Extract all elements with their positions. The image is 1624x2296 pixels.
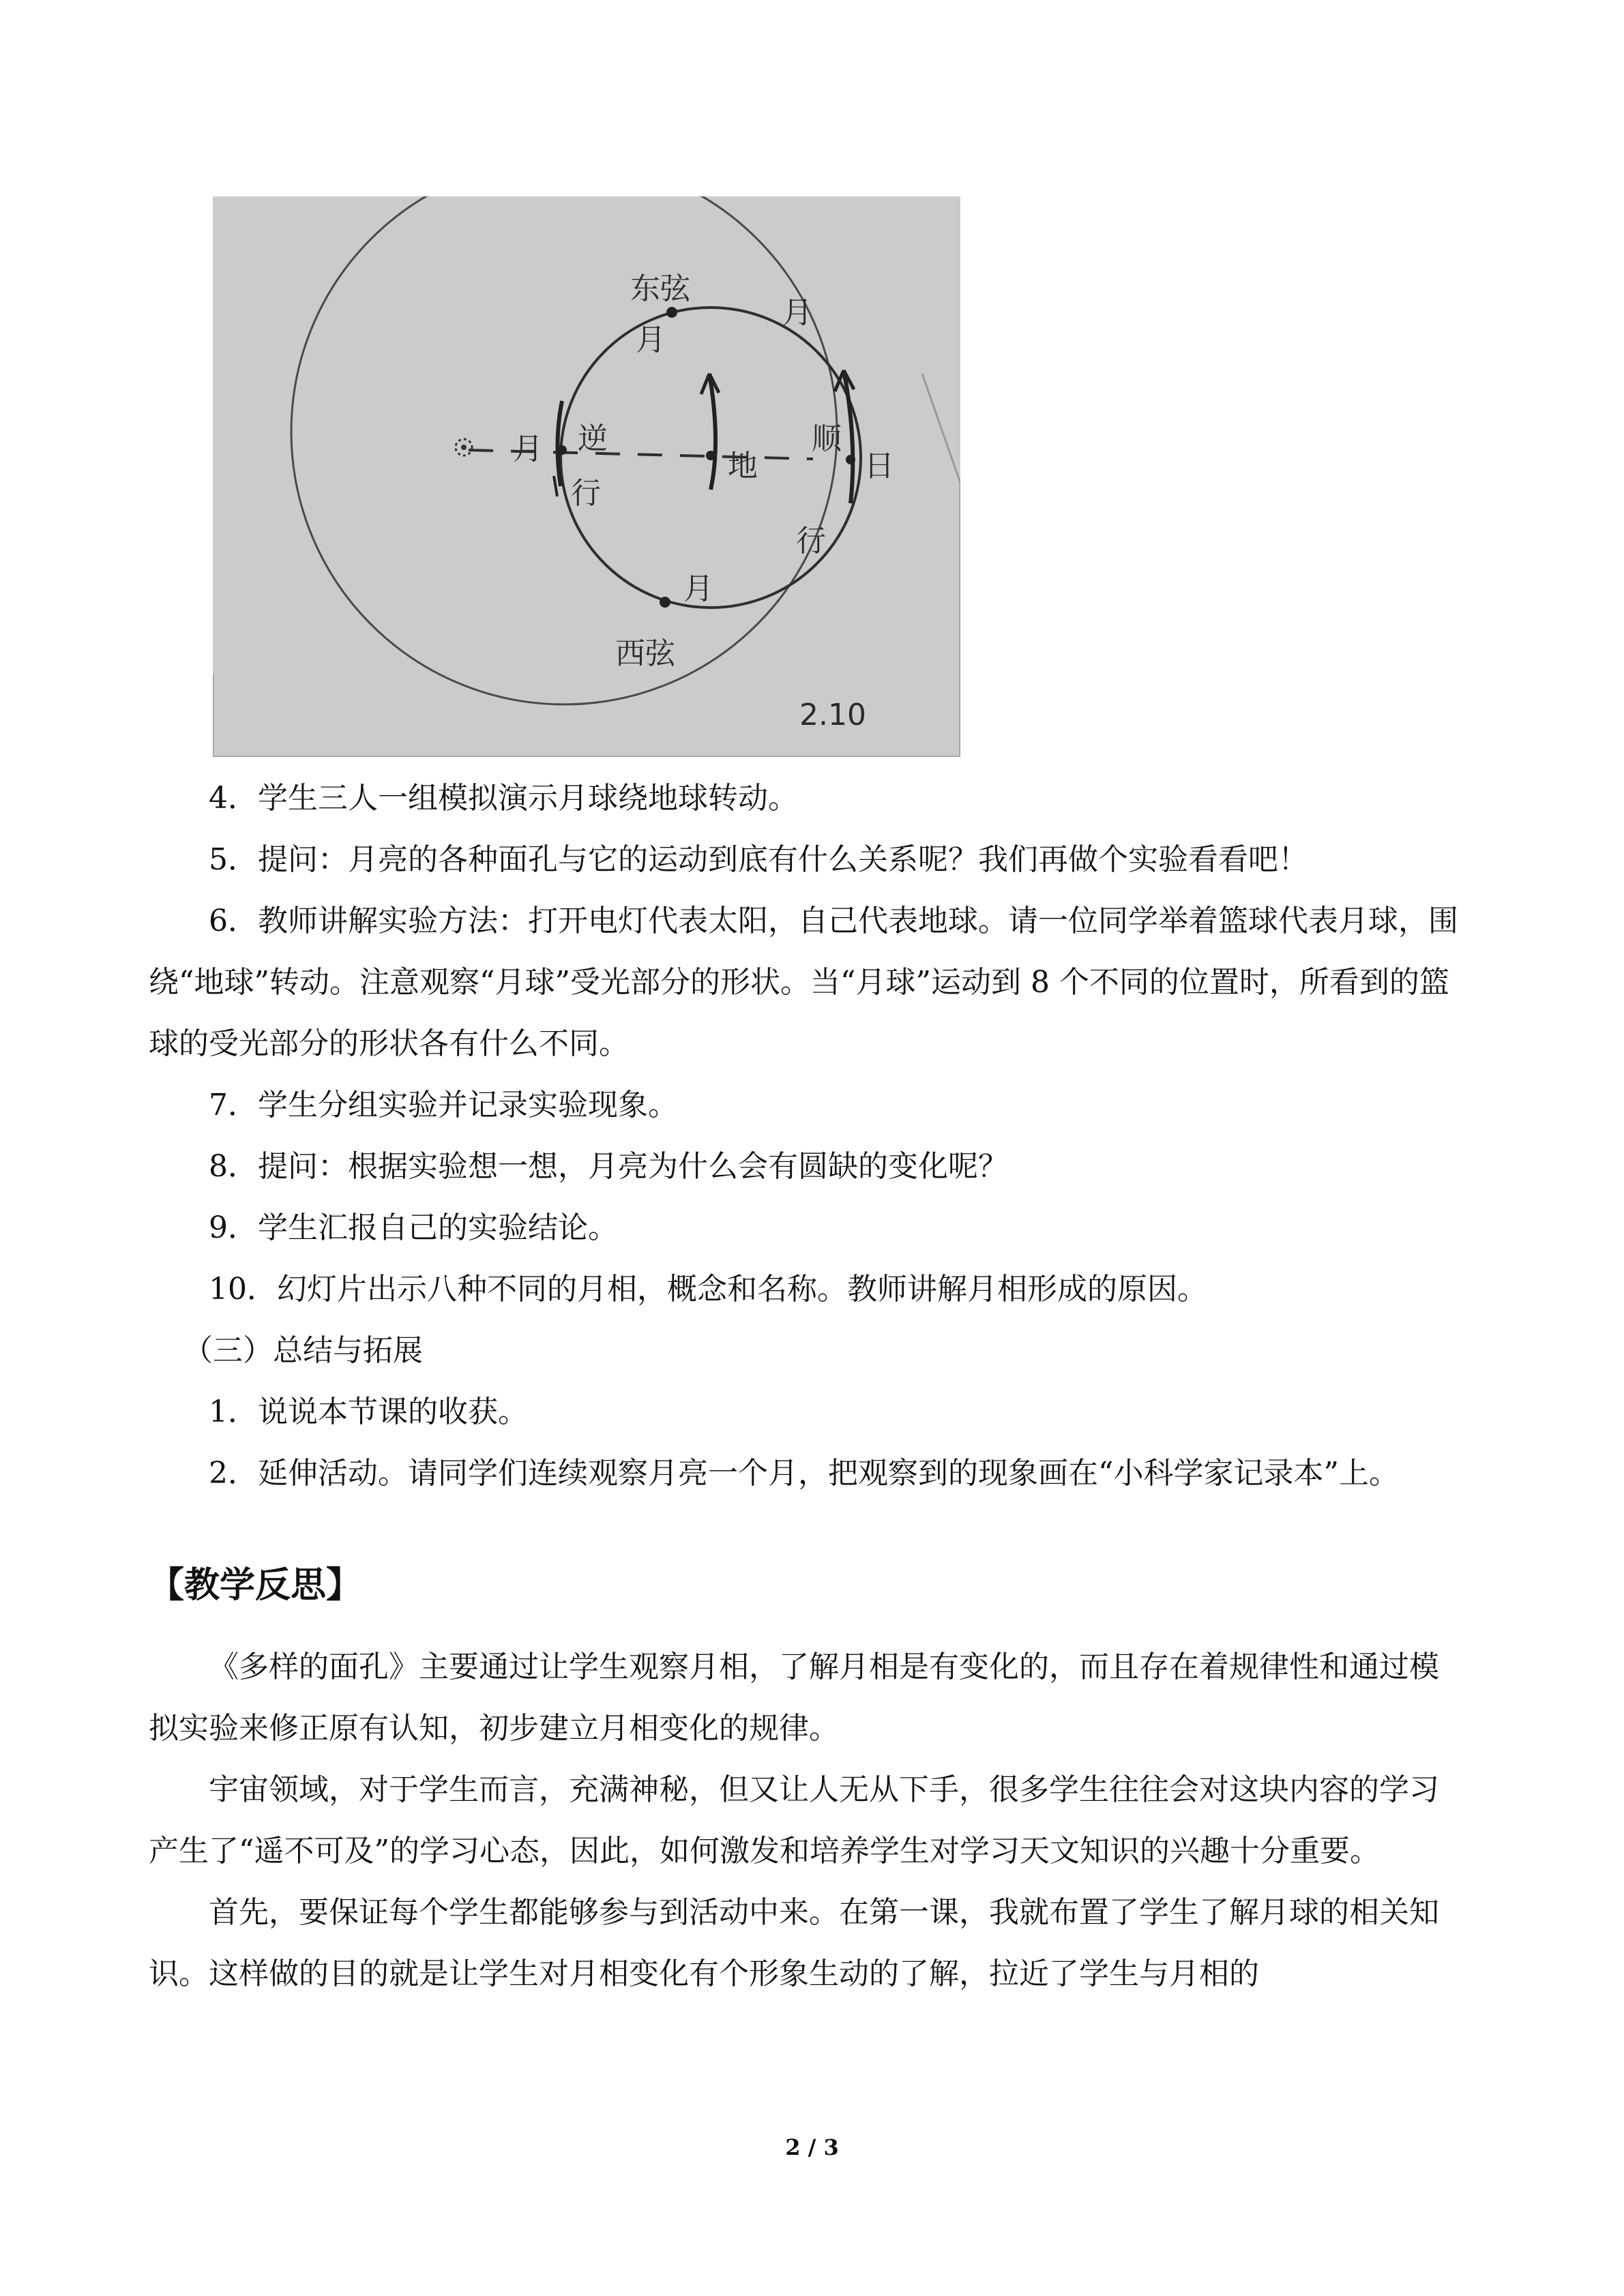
step3-1: 1．说说本节课的收获。 (209, 1395, 528, 1429)
step-7: 7．学生分组实验并记录实验现象。 (209, 1088, 678, 1122)
label-earth: 地 (728, 449, 758, 483)
step-10: 10．幻灯片出示八种不同的月相，概念和名称。教师讲解月相形成的原因。 (209, 1272, 1207, 1307)
reflection-heading: 【教学反思】 (149, 1565, 362, 1606)
label-east-quad: 东弦 (630, 271, 690, 306)
diagram-photo (213, 196, 960, 757)
label-signature: 2.10 (799, 698, 866, 732)
reflection-body (149, 1637, 1465, 2005)
label-moon-bottom: 月 (683, 571, 713, 606)
label-walk-right: 行 (796, 524, 826, 558)
label-forward: 顺 (812, 421, 842, 456)
step-5: 5．提问：月亮的各种面孔与它的运动到底有什么关系呢？我们再做个实验看看吧！ (209, 842, 1308, 877)
label-west-quad: 西弦 (615, 636, 675, 671)
reflection-paragraph: 宇宙领域，对于学生而言，充满神秘，但又让人无从下手，很多学生往往会对这块内容的学习产生了“遥不可及”的学习心态，因此，如何激发和培养学生对学习天文知识的兴趣十分重要。 (149, 1772, 1439, 1868)
moon-dot-east (666, 307, 677, 318)
step-8: 8．提问：根据实验想一想，月亮为什么会有圆缺的变化呢？ (209, 1149, 1008, 1184)
page-number: 2 / 3 (785, 2134, 839, 2160)
moon-orbit-sketch (213, 196, 960, 757)
label-sun: 日 (864, 449, 894, 483)
step-6: 6．教师讲解实验方法：打开电灯代表太阳，自己代表地球。请一位同学举着篮球代表月球，围绕“地球”转动。注意观察“月球”受光部分的形状。当“月球”运动到 8 个不同的位置时，所看到的篮球的受光部分的形状各有什么不同。 (149, 904, 1458, 1061)
reflection-paragraph: 首先，要保证每个学生都能够参与到活动中来。在第一课，我就布置了学生了解月球的相关知识。这样做的目的就是让学生对月相变化有个形象生动的了解，拉近了学生与月相的 (149, 1895, 1439, 1991)
label-moon-left: 月 (513, 432, 543, 466)
step3-2: 2．延伸活动。请同学们连续观察月亮一个月，把观察到的现象画在“小科学家记录本”上。 (209, 1456, 1399, 1491)
step-9: 9．学生汇报自己的实验结论。 (209, 1210, 618, 1245)
reflection-paragraph: 《多样的面孔》主要通过让学生观察月相，了解月相是有变化的，而且存在着规律性和通过模拟实验来修正原有认知，初步建立月相变化的规律。 (149, 1650, 1439, 1746)
label-moon-right: 月 (782, 295, 812, 330)
section3-title: （三）总结与拓展 (183, 1333, 423, 1368)
label-retrograde: 逆 (578, 421, 608, 456)
step-4: 4．学生三人一组模拟演示月球绕地球转动。 (209, 781, 798, 816)
label-walk-left: 行 (571, 476, 601, 511)
label-moon-top: 月 (636, 323, 666, 357)
steps-part2 (149, 768, 1465, 1504)
moon-dot-west (660, 597, 670, 608)
